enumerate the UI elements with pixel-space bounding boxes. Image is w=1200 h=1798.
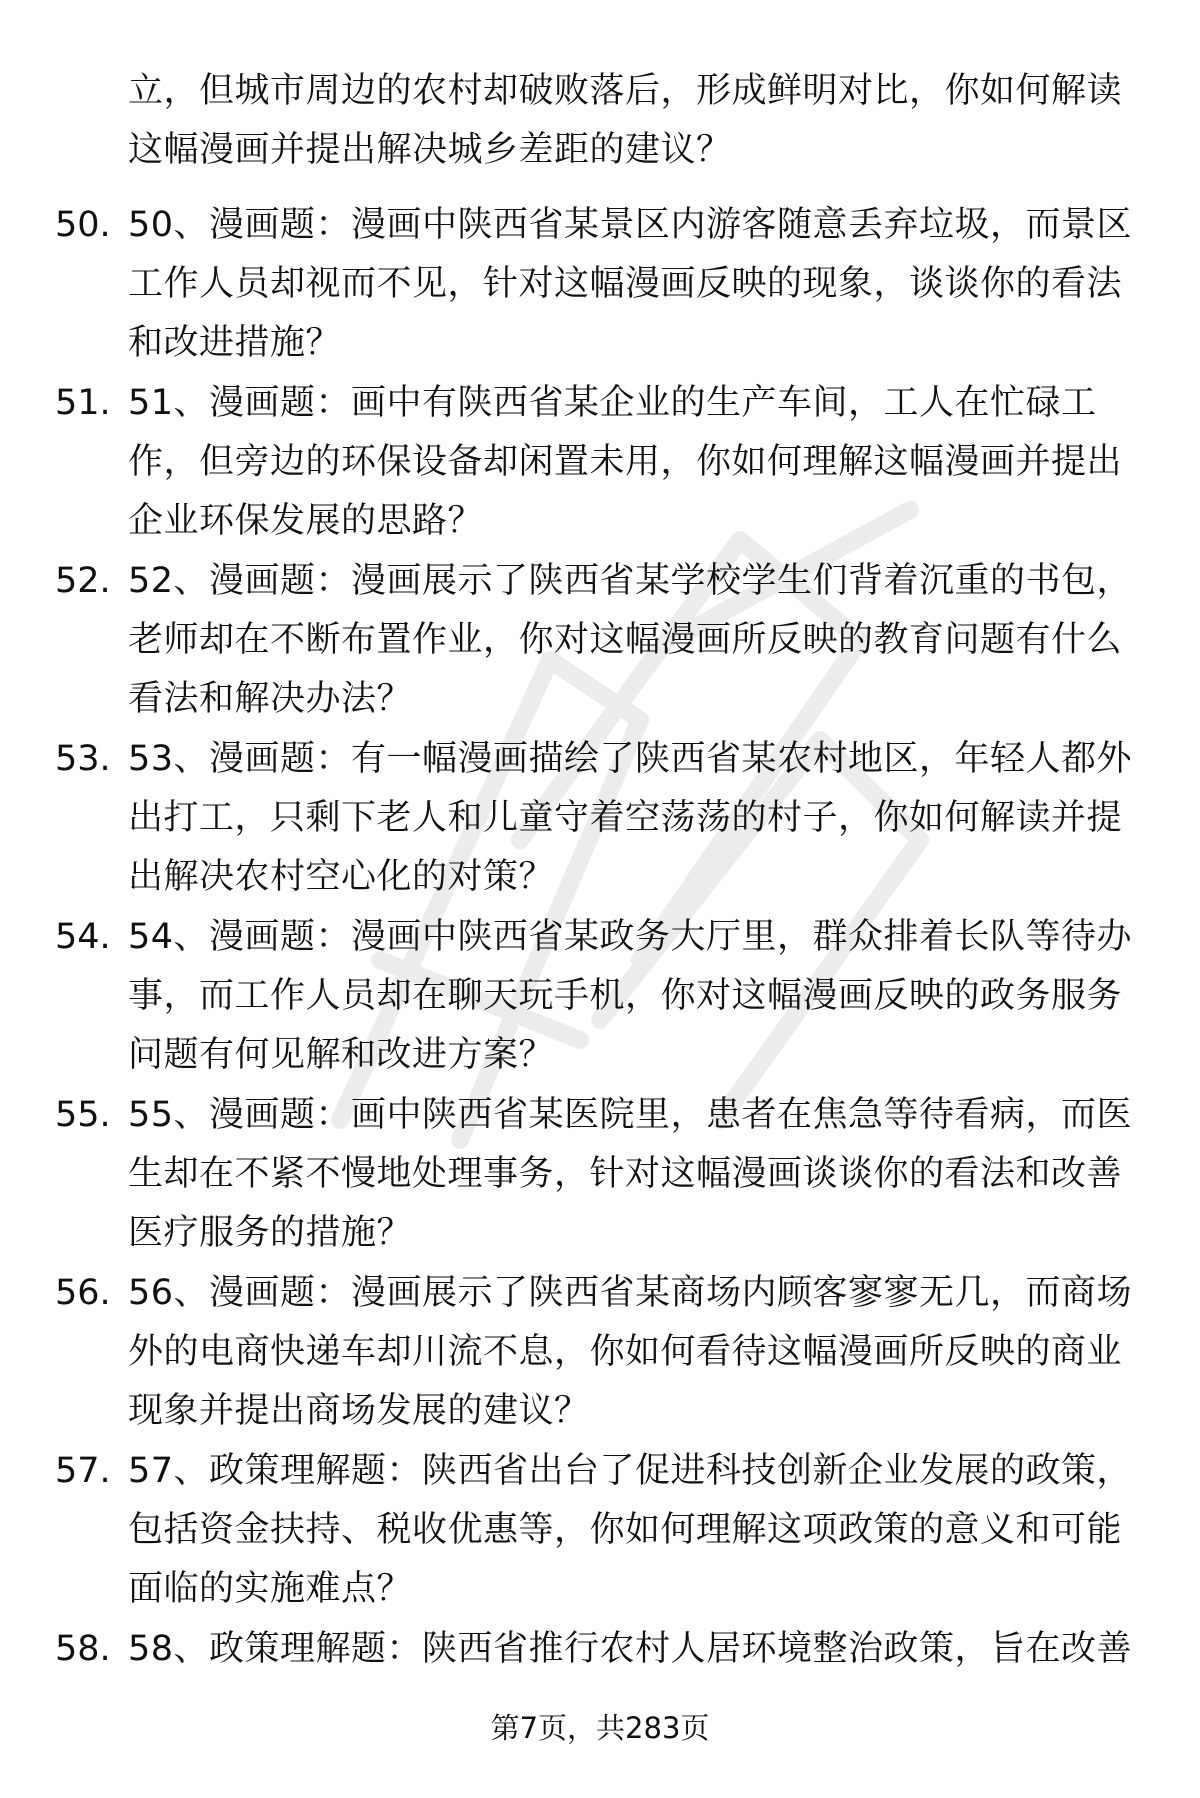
- list-item: [0, 1264, 1200, 1442]
- list-item: [0, 1442, 1200, 1620]
- item-number: 56.: [55, 1273, 111, 1313]
- page-footer: 第7页，共283页: [490, 1711, 710, 1745]
- list-item: [0, 196, 1200, 374]
- item-number: 53.: [55, 739, 111, 779]
- item-number: 57.: [55, 1451, 111, 1491]
- item-text: 54、漫画题：漫画中陕西省某政务大厅里，群众排着长队等待办事，而工作人员却在聊天玩手机，你对这幅漫画反映的政务服务问题有何见解和改进方案？: [128, 917, 1133, 1075]
- question-list: [0, 196, 1200, 1798]
- list-item: [0, 1086, 1200, 1264]
- list-item: [0, 730, 1200, 908]
- list-item: [0, 908, 1200, 1086]
- item-number: 54.: [55, 917, 111, 957]
- item-number: 51.: [55, 383, 111, 423]
- list-item: [0, 374, 1200, 552]
- item-number: 52.: [55, 561, 111, 601]
- list-item: [0, 552, 1200, 730]
- item-text: 52、漫画题：漫画展示了陕西省某学校学生们背着沉重的书包，老师却在不断布置作业，你对这幅漫画所反映的教育问题有什么看法和解决办法？: [128, 561, 1133, 719]
- item-text: 58、政策理解题：陕西省推行农村人居环境整治政策，旨在改善: [128, 1629, 1133, 1669]
- continuation-paragraph: 立，但城市周边的农村却破败落后，形成鲜明对比，你如何解读这幅漫画并提出解决城乡差距的建议？: [128, 71, 1123, 170]
- item-text: 55、漫画题：画中陕西省某医院里，患者在焦急等待看病，而医生却在不紧不慢地处理事务，针对这幅漫画谈谈你的看法和改善医疗服务的措施？: [128, 1095, 1133, 1253]
- item-text: 53、漫画题：有一幅漫画描绘了陕西省某农村地区，年轻人都外出打工，只剩下老人和儿童守着空荡荡的村子，你如何解读并提出解决农村空心化的对策？: [128, 739, 1133, 897]
- item-text: 50、漫画题：漫画中陕西省某景区内游客随意丢弃垃圾，而景区工作人员却视而不见，针对这幅漫画反映的现象，谈谈你的看法和改进措施？: [128, 205, 1133, 363]
- item-text: 57、政策理解题：陕西省出台了促进科技创新企业发展的政策，包括资金扶持、税收优惠等，你如何理解这项政策的意义和可能面临的实施难点？: [128, 1451, 1133, 1609]
- item-text: 51、漫画题：画中有陕西省某企业的生产车间，工人在忙碌工作，但旁边的环保设备却闲置未用，你如何理解这幅漫画并提出企业环保发展的思路？: [128, 383, 1123, 541]
- item-number: 55.: [55, 1095, 111, 1135]
- item-number: 58.: [55, 1629, 111, 1669]
- item-number: 50.: [55, 205, 111, 245]
- item-text: 56、漫画题：漫画展示了陕西省某商场内顾客寥寥无几，而商场外的电商快递车却川流不息，你如何看待这幅漫画所反映的商业现象并提出商场发展的建议？: [128, 1273, 1133, 1431]
